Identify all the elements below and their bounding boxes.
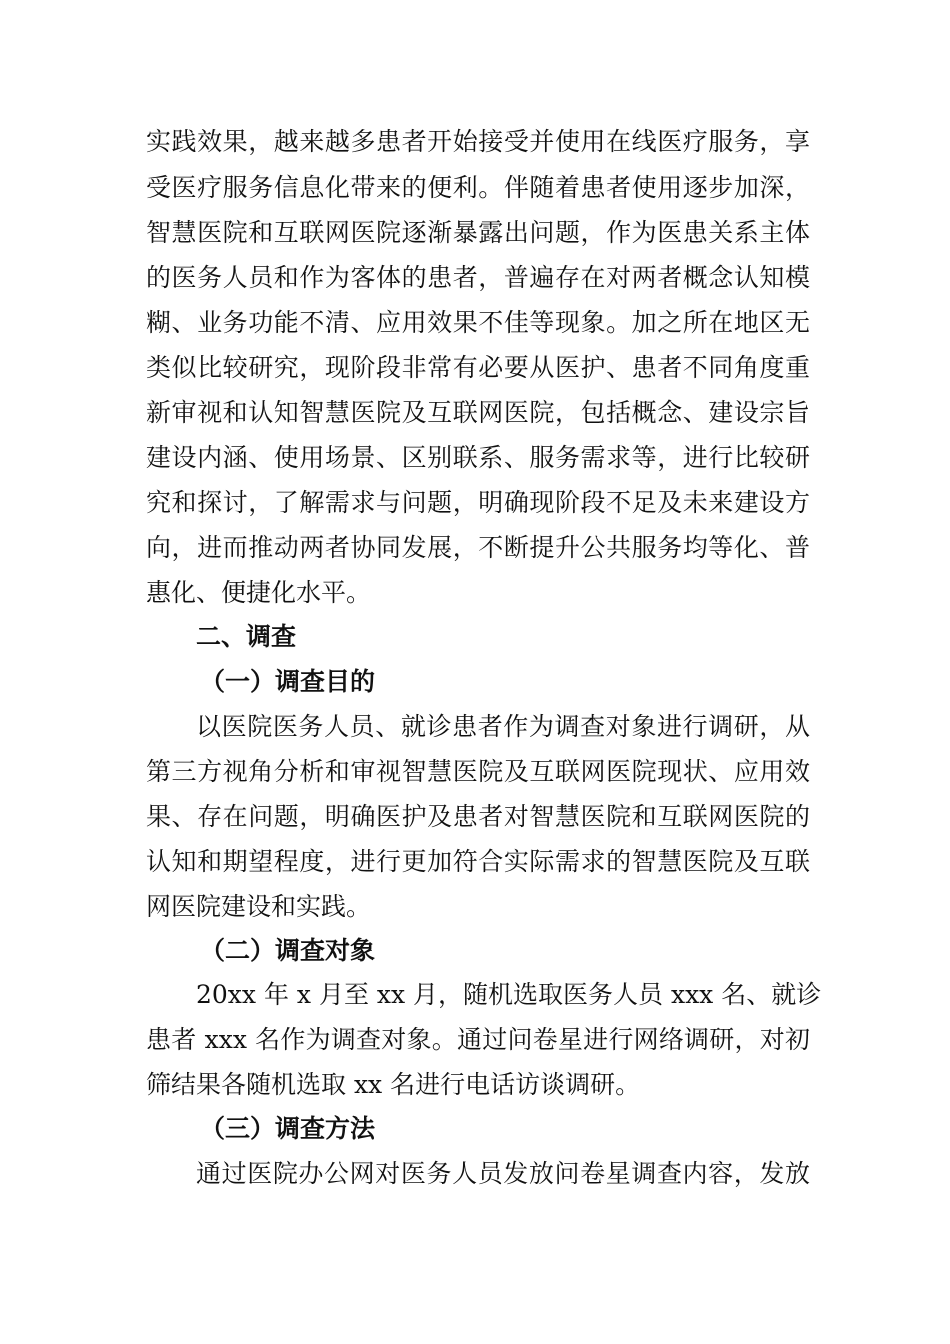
paragraph-line: 网医院建设和实践。 [146, 892, 372, 921]
paragraph-line: 以医院医务人员、就诊患者作为调查对象进行调研，从 [196, 712, 810, 741]
paragraph-line: 实践效果，越来越多患者开始接受并使用在线医疗服务，享 [146, 127, 810, 156]
section-heading: 二、调查 [196, 622, 297, 651]
paragraph-line: 糊、业务功能不清、应用效果不佳等现象。加之所在地区无 [146, 308, 810, 337]
paragraph-line: 的医务人员和作为客体的患者，普遍存在对两者概念认知模 [146, 263, 810, 292]
paragraph-line: 新审视和认知智慧医院及互联网医院，包括概念、建设宗旨 [146, 398, 810, 427]
paragraph-line: 20xx 年 x 月至 xx 月，随机选取医务人员 xxx 名、就诊 [196, 980, 822, 1009]
paragraph-line: 究和探讨，了解需求与问题，明确现阶段不足及未来建设方 [146, 488, 810, 517]
paragraph-line: 类似比较研究，现阶段非常有必要从医护、患者不同角度重 [146, 353, 810, 382]
paragraph-line: 通过医院办公网对医务人员发放问卷星调查内容，发放 [196, 1159, 810, 1188]
paragraph-line: 向，进而推动两者协同发展，不断提升公共服务均等化、普 [146, 533, 810, 562]
paragraph-line: 受医疗服务信息化带来的便利。伴随着患者使用逐步加深， [146, 173, 810, 202]
subsection-heading: （二）调查对象 [200, 936, 376, 965]
subsection-heading: （三）调查方法 [200, 1114, 376, 1143]
paragraph-line: 第三方视角分析和审视智慧医院及互联网医院现状、应用效 [146, 757, 810, 786]
paragraph-line: 智慧医院和互联网医院逐渐暴露出问题，作为医患关系主体 [146, 218, 810, 247]
paragraph-line: 患者 xxx 名作为调查对象。通过问卷星进行网络调研，对初 [146, 1025, 810, 1054]
paragraph-line: 认知和期望程度，进行更加符合实际需求的智慧医院及互联 [146, 847, 810, 876]
subsection-heading: （一）调查目的 [200, 667, 376, 696]
paragraph-line: 筛结果各随机选取 xx 名进行电话访谈调研。 [146, 1070, 641, 1099]
paragraph-line: 惠化、便捷化水平。 [146, 578, 372, 607]
paragraph-line: 果、存在问题，明确医护及患者对智慧医院和互联网医院的 [146, 802, 810, 831]
paragraph-line: 建设内涵、使用场景、区别联系、服务需求等，进行比较研 [146, 443, 810, 472]
